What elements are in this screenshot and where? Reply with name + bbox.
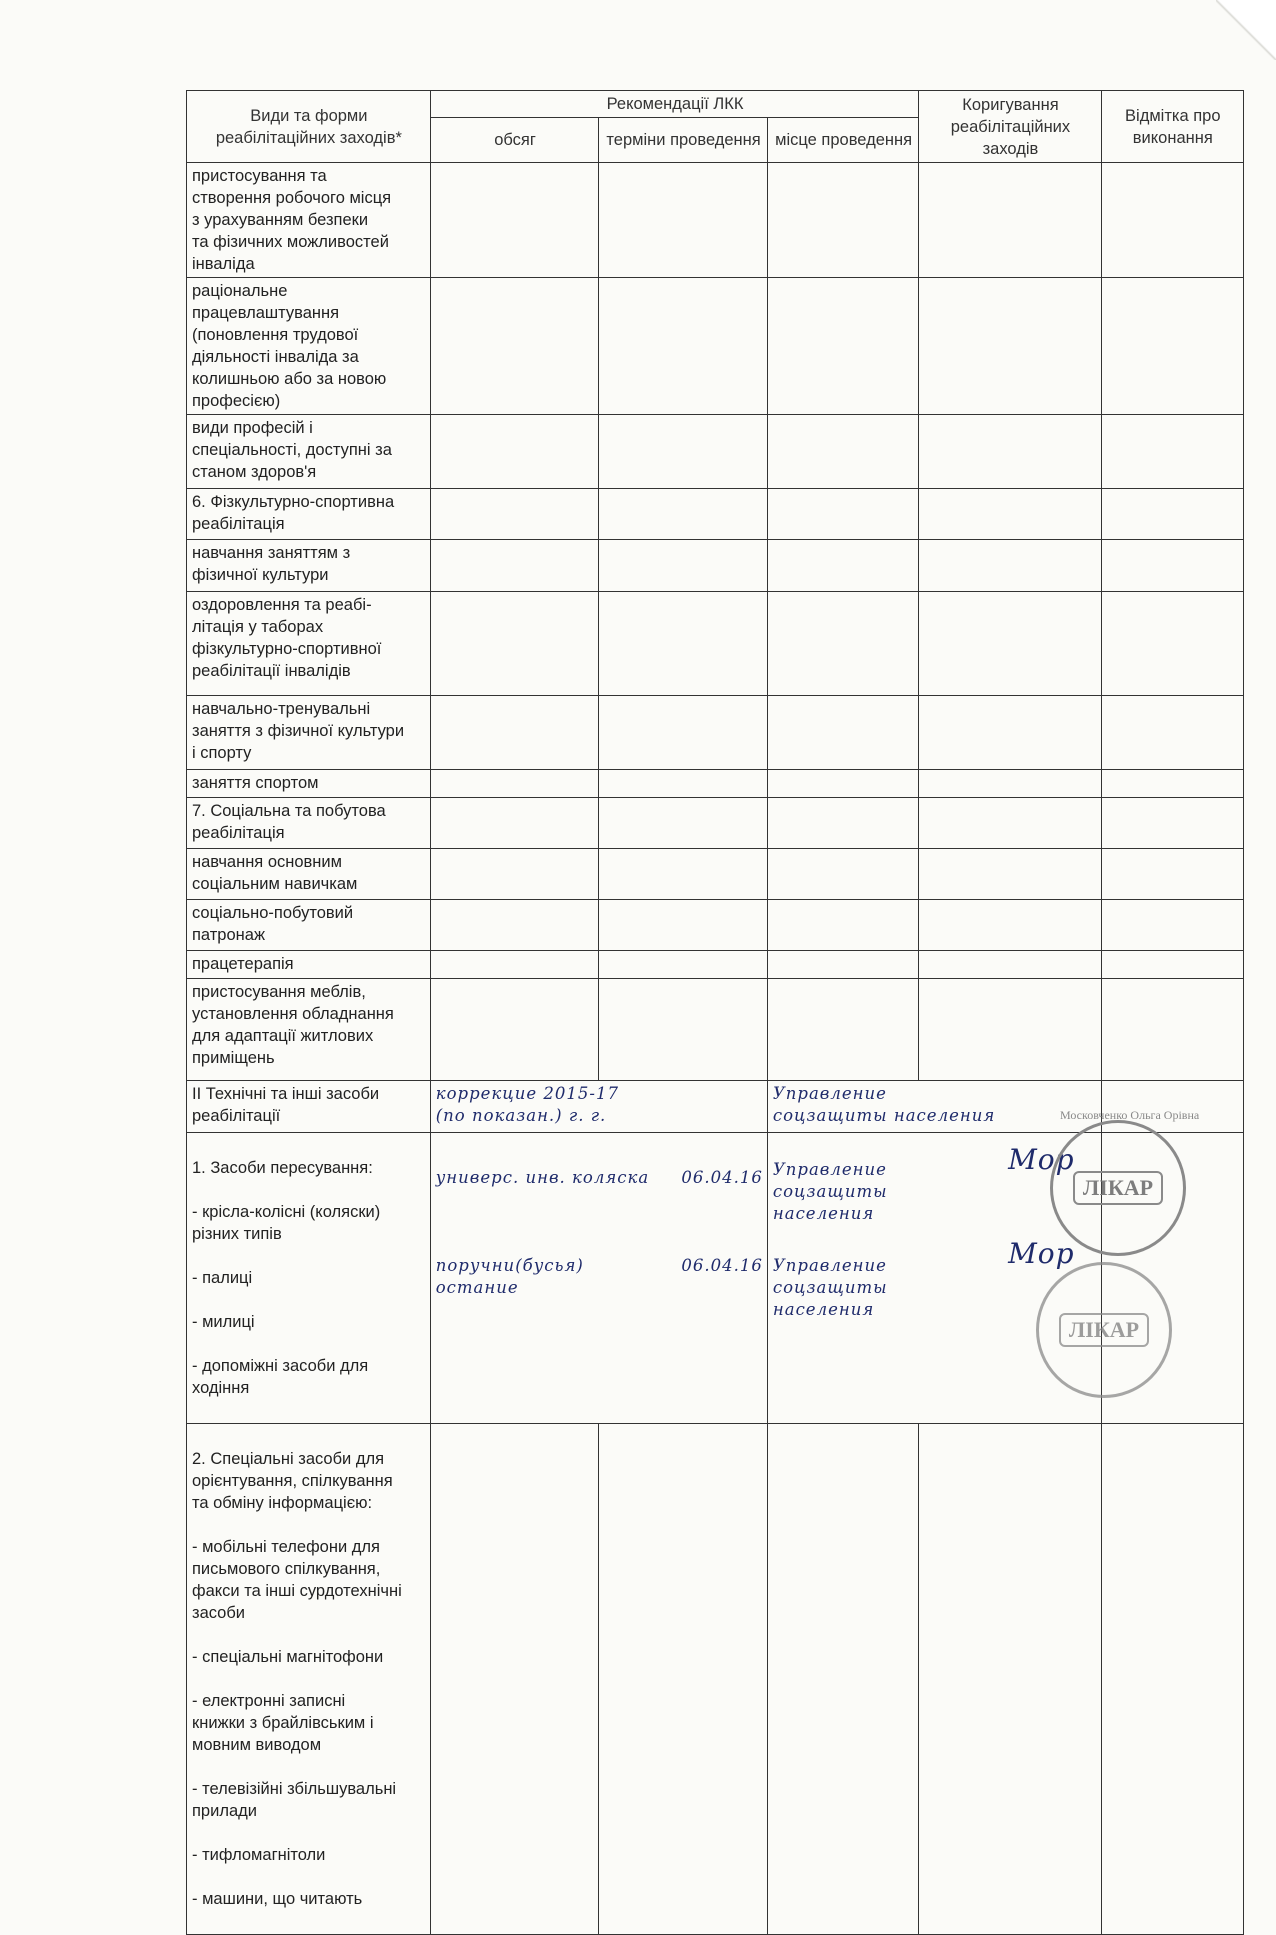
table-row — [187, 592, 1244, 696]
page-fold-corner — [1216, 0, 1276, 60]
row-label: пристосування меблів, установлення обладнання для адаптації житлових приміщень — [187, 979, 431, 1081]
row-label: пристосування та створення робочого місця з урахуванням безпеки та фізичних можливостей інваліда — [187, 163, 431, 278]
list-item: - милиці — [192, 1313, 255, 1331]
section-title: 2. Спеціальні засоби для орієнтування, спілкування та обміну інформацією: — [192, 1450, 393, 1512]
header-measures: Види та форми реабілітаційних заходів* — [187, 91, 431, 163]
header-execution-mark: Відмітка про виконання — [1101, 91, 1243, 163]
table-row — [187, 979, 1244, 1081]
list-item: - допоміжні засоби для ходіння — [192, 1357, 369, 1397]
list-item: - палиці — [192, 1269, 253, 1287]
handwritten-handrails: поручни(бусья) остание — [435, 1256, 584, 1297]
table-row — [187, 278, 1244, 415]
header-place: місце проведення — [767, 118, 918, 163]
table-row — [187, 798, 1244, 849]
table-row — [187, 849, 1244, 900]
row-label: раціональне працевлаштування (поновлення трудової діяльності інваліда за колишньою або за новою професією) — [187, 278, 431, 415]
header-terms: терміни проведення — [599, 118, 768, 163]
handwritten-place-2: Управление соцзащиты населения — [772, 1256, 888, 1319]
row-label: 6. Фізкультурно-спортивна реабілітація — [187, 489, 431, 540]
table-row — [187, 163, 1244, 278]
list-item: - мобільні телефони для письмового спілкування, факси та інші сурдотехнічні засоби — [192, 1538, 402, 1622]
section-2-1-label — [187, 1133, 431, 1424]
handwritten-correction-period: коррекцие 2015-17 (по показан.) г. г. — [430, 1081, 767, 1133]
section-title: 1. Засоби пересування: — [192, 1159, 373, 1177]
row-label: навчання основним соціальним навичкам — [187, 849, 431, 900]
signature: Мор — [1008, 1143, 1075, 1176]
table-row — [187, 540, 1244, 592]
handwritten-date: 06.04.16 — [681, 1168, 763, 1187]
header-volume: обсяг — [430, 118, 599, 163]
table-row — [187, 489, 1244, 540]
section-2-2-label — [187, 1424, 431, 1935]
row-label: оздоровлення та реабі- літація у таборах фізкультурно-спортивної реабілітації інвалідів — [187, 592, 431, 696]
doctor-stamp — [1036, 1262, 1172, 1398]
row-label: види професій і спеціальності, доступні за станом здоров'я — [187, 415, 431, 489]
list-item: - тифломагнітоли — [192, 1846, 326, 1864]
row-label: навчання заняттям з фізичної культури — [187, 540, 431, 592]
doctor-stamp — [1050, 1120, 1186, 1256]
row-label: 7. Соціальна та побутова реабілітація — [187, 798, 431, 849]
handwritten-place-1: Управление соцзащиты населения — [772, 1160, 888, 1223]
stamp-text: ЛІКАР — [1073, 1171, 1163, 1205]
handwritten-date: 06.04.16 — [681, 1256, 763, 1275]
handwritten-aids — [430, 1133, 767, 1424]
list-item: - спеціальні магнітофони — [192, 1648, 384, 1666]
table-row-section-2-2 — [187, 1424, 1244, 1935]
handwritten-place: Управление соцзащиты населения — [767, 1081, 1101, 1133]
table-row — [187, 770, 1244, 798]
table-row-section-2 — [187, 1081, 1244, 1133]
handwritten-wheelchair: универс. инв. коляска — [435, 1168, 650, 1187]
list-item: - крісла-колісні (коляски) різних типів — [192, 1203, 381, 1243]
table-row — [187, 900, 1244, 951]
list-item: - машини, що читають — [192, 1890, 363, 1908]
rehabilitation-table — [186, 90, 1244, 1935]
table-row — [187, 415, 1244, 489]
header-recommendations: Рекомендації ЛКК — [430, 91, 919, 118]
row-label: соціально-побутовий патронаж — [187, 900, 431, 951]
table-row — [187, 951, 1244, 979]
list-item: - електронні записні книжки з брайлівським і мовним виводом — [192, 1692, 374, 1754]
stamp-ring-text: Московченко Ольга Орівна — [1060, 1108, 1200, 1122]
section-2-label: ІІ Технічні та інші засоби реабілітації — [187, 1081, 431, 1133]
table-row — [187, 696, 1244, 770]
row-label: працетерапія — [187, 951, 431, 979]
header-correction: Коригування реабілітаційних заходів — [919, 91, 1101, 163]
stamp-text: ЛІКАР — [1059, 1313, 1149, 1347]
signature: Мор — [1008, 1237, 1075, 1270]
row-label: навчально-тренувальні заняття з фізичної культури і спорту — [187, 696, 431, 770]
list-item: - телевізійні збільшувальні прилади — [192, 1780, 397, 1820]
row-label: заняття спортом — [187, 770, 431, 798]
